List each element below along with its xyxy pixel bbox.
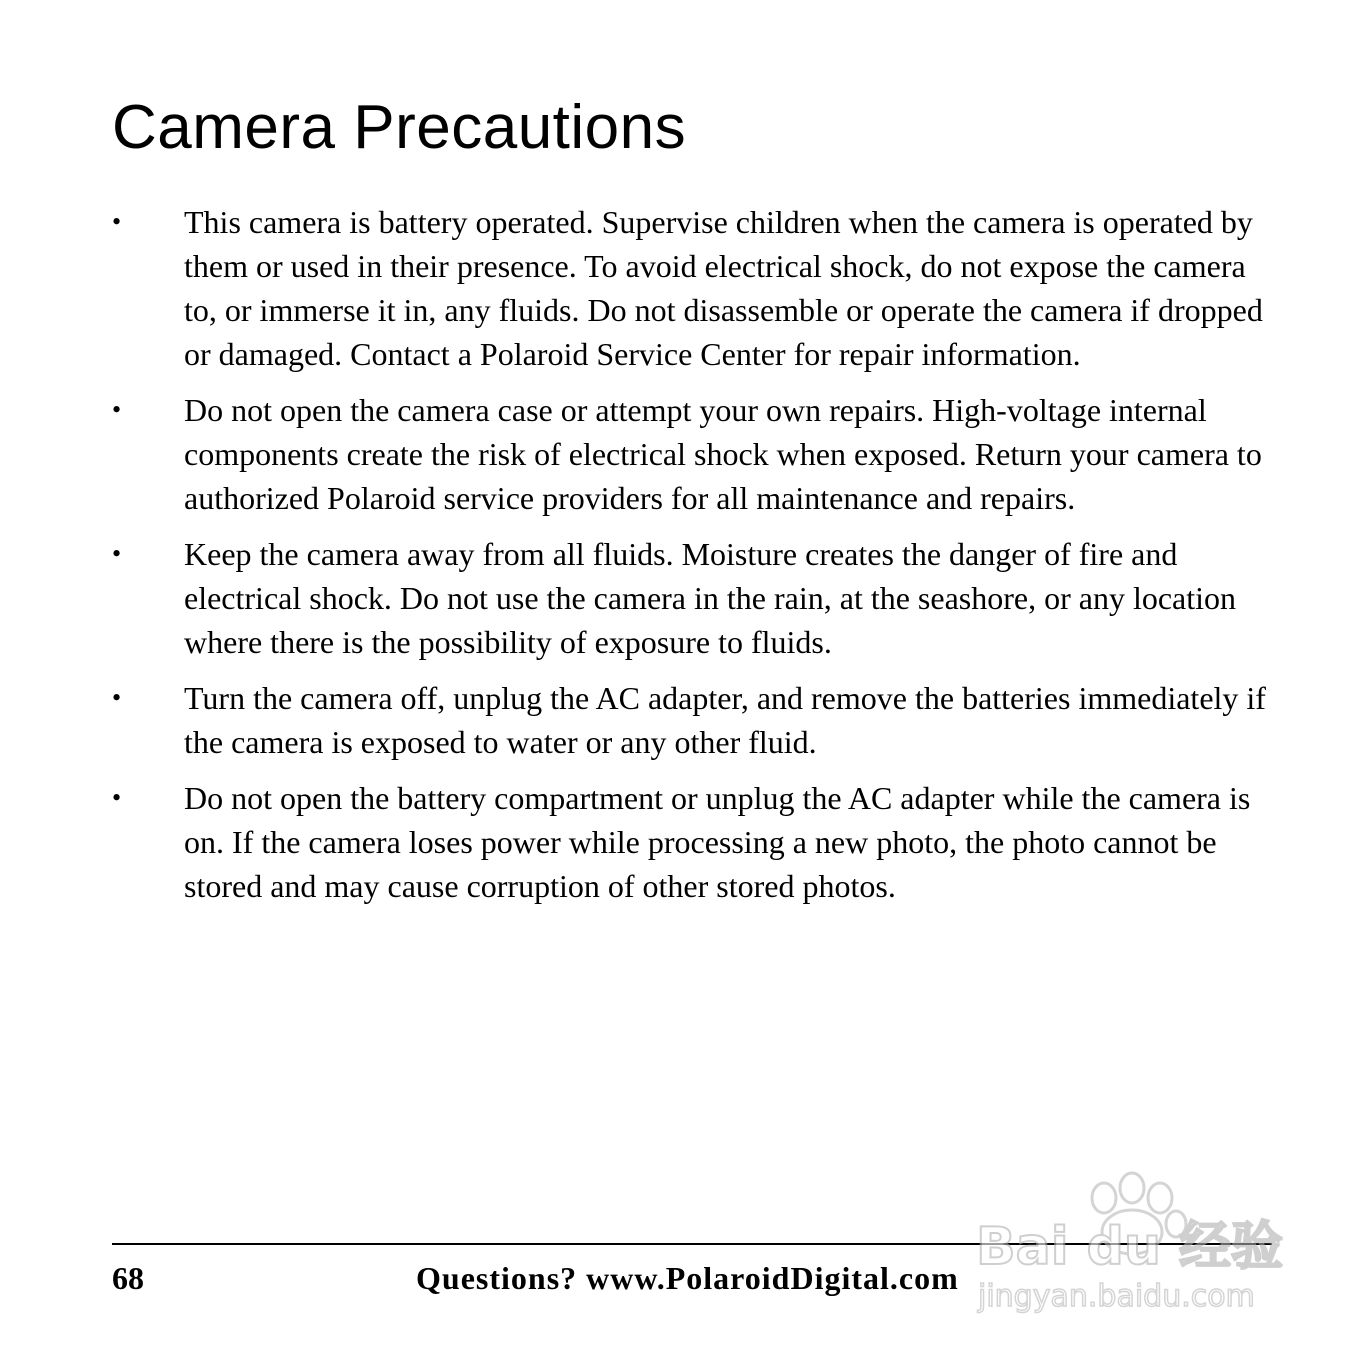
precautions-list: [112, 200, 1272, 920]
page-number: 68: [112, 1260, 144, 1296]
bullet-icon: •: [112, 395, 122, 424]
bullet-icon: •: [112, 783, 122, 812]
list-item: [112, 676, 1272, 764]
watermark-brand: Bai du 经验: [976, 1217, 1283, 1277]
baidu-paw-logo-icon: [972, 1168, 1292, 1318]
list-item: [112, 532, 1272, 664]
list-item: [112, 200, 1272, 376]
page-title: Camera Precautions: [112, 93, 687, 162]
list-item: [112, 776, 1272, 908]
bullet-icon: •: [112, 683, 122, 712]
list-item-text: Do not open the camera case or attempt your own repairs. High-voltage internal components create the risk of electrical shock when exposed. Return your camera to authorized Polaroid service providers for all maintenance and repairs.: [184, 392, 1262, 516]
list-item-text: Do not open the battery compartment or unplug the AC adapter while the camera is on. If the camera loses power while processing a new photo, the photo cannot be stored and may cause corruption of other stored photos.: [184, 780, 1251, 904]
list-item-text: Keep the camera away from all fluids. Moisture creates the danger of fire and electrical shock. Do not use the camera in the rain, at the seashore, or any location where there is the possibility of exposure to fluids.: [184, 536, 1237, 660]
bullet-icon: •: [112, 539, 122, 568]
support-link[interactable]: Questions? www.PolaroidDigital.com: [416, 1260, 959, 1296]
list-item-text: Turn the camera off, unplug the AC adapter, and remove the batteries immediately if the camera is exposed to water or any other fluid.: [184, 680, 1266, 760]
list-item: [112, 388, 1272, 520]
bullet-icon: •: [112, 207, 122, 236]
baidu-watermark: [972, 1168, 1292, 1318]
list-item-text: This camera is battery operated. Supervise children when the camera is operated by them or used in their presence. To avoid electrical shock, do not expose the camera to, or immerse it in, any fluids. Do not disassemble or operate the camera if dropped or damaged. Contact a Polaroid Service Center for repair information.: [184, 204, 1263, 372]
watermark-url: jingyan.baidu.com: [978, 1279, 1255, 1314]
